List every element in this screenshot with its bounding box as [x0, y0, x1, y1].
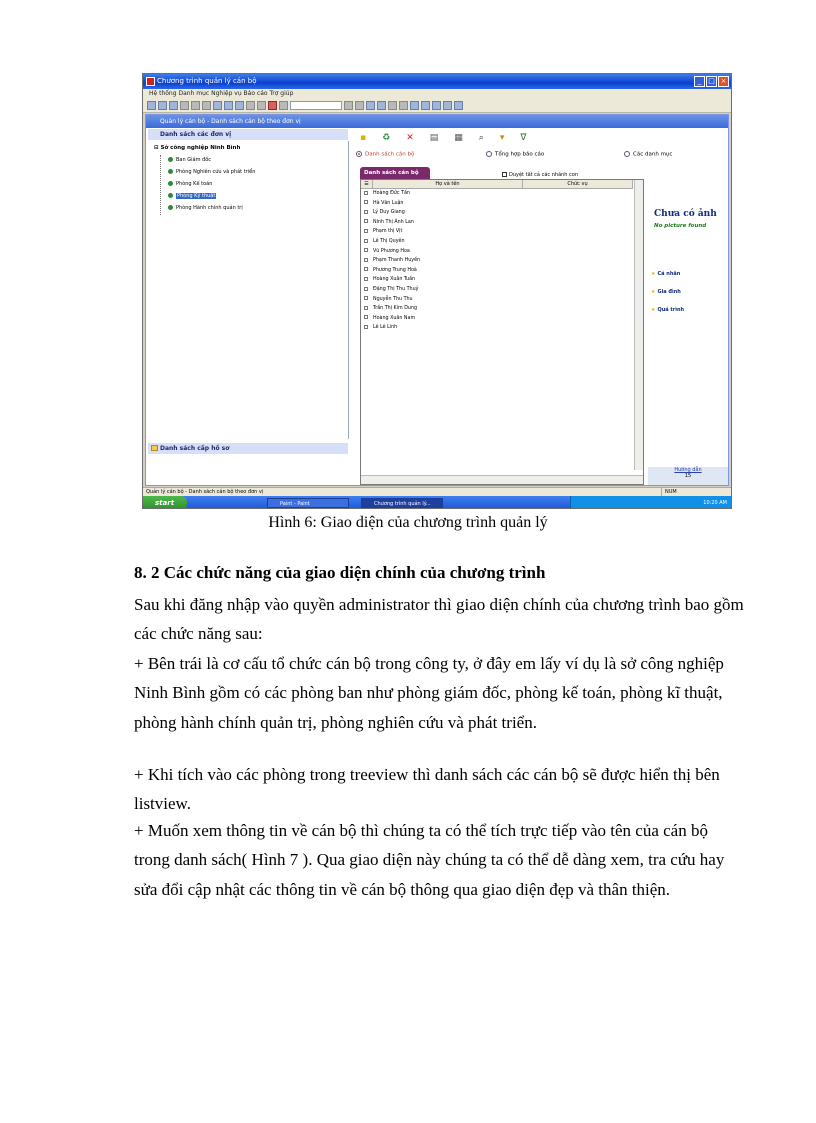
row-checkbox[interactable] [364, 210, 368, 214]
taskbar [143, 496, 731, 509]
detail-footer [648, 467, 728, 485]
unit-icon [168, 181, 173, 186]
taskbar-item-app[interactable]: Chương trình quản lý... [361, 498, 443, 508]
folder-icon [151, 445, 158, 451]
status-text: Quản lý cán bộ - Danh sách cán bộ theo đơn vị [146, 489, 264, 495]
row-checkbox[interactable] [364, 229, 368, 233]
star-icon: ★ [651, 271, 656, 277]
row-checkbox[interactable] [364, 306, 368, 310]
link-qua-trinh[interactable]: ★ Quá trình [651, 307, 685, 313]
table-row[interactable] [361, 324, 397, 332]
employee-detail-panel [648, 179, 728, 485]
employee-name: Hoàng Xuân Tuấn [373, 277, 416, 283]
help-icon[interactable] [410, 101, 419, 110]
paste-icon[interactable] [235, 101, 244, 110]
paragraph-left-tree: + Bên trái là cơ cấu tổ chức cán bộ trong công ty, ở đây em lấy ví dụ là sở công nghiệp Ninh Bình gồm có các phòng ban như phòng giám đốc, phòng kế toán, phòng kĩ thuật, phòng hành chính quản trị, phòng nghiên cứu và phát triển. [134, 654, 724, 732]
employee-name: Đặng Thị Thu Thuỷ [373, 287, 419, 292]
action-toolbar [354, 131, 640, 145]
link-ca-nhan[interactable]: ★ Cá nhân [651, 271, 681, 277]
tree-item-ban-giam-doc[interactable]: Ban Giám đốc [168, 157, 211, 163]
table-row[interactable] [361, 315, 415, 323]
maximize-button[interactable]: □ [706, 76, 717, 87]
row-checkbox[interactable] [364, 287, 368, 291]
chart-icon[interactable] [399, 101, 408, 110]
table-row[interactable] [361, 305, 417, 313]
row-checkbox[interactable] [364, 267, 368, 271]
export-icon[interactable]: ▾ [499, 133, 505, 143]
close-button[interactable]: × [718, 76, 729, 87]
globe-icon[interactable] [432, 101, 441, 110]
guide-link[interactable]: Hướng dẫn [674, 467, 702, 473]
unit-icon [168, 169, 173, 174]
no-photo-title: Chưa có ảnh [654, 209, 717, 219]
binoculars-icon[interactable] [366, 101, 375, 110]
table-row[interactable] [361, 228, 402, 236]
filter-icon[interactable] [377, 101, 386, 110]
subordinate-header[interactable]: Danh sách cấp hồ sơ [148, 443, 348, 454]
save-icon[interactable] [169, 101, 178, 110]
radio-tong-hop[interactable]: Tổng hợp báo cáo [486, 151, 544, 158]
radio-dot [486, 151, 492, 157]
employee-name: Nguyễn Thu Thu [373, 296, 413, 302]
row-checkbox[interactable] [364, 239, 368, 243]
list-header [361, 180, 633, 189]
app-title-bar [143, 74, 731, 89]
align-left-icon[interactable] [344, 101, 353, 110]
row-checkbox[interactable] [364, 200, 368, 204]
print-icon[interactable] [180, 101, 189, 110]
tree-header[interactable]: Danh sách các đơn vị [148, 129, 348, 140]
recycle-icon[interactable]: ♻ [382, 133, 391, 143]
unit-icon [168, 193, 173, 198]
star-icon: ★ [651, 289, 656, 295]
row-checkbox[interactable] [364, 296, 368, 300]
paragraph-treeview: + Khi tích vào các phòng trong treeview thì danh sách các cán bộ sẽ được hiển thị bên listview. [134, 765, 720, 814]
italic-icon[interactable] [279, 101, 288, 110]
star-icon: ★ [651, 307, 656, 313]
paragraph-detail: + Muốn xem thông tin về cán bộ thì chúng ta có thể tích trực tiếp vào tên của cán bộ trong danh sách( Hình 7 ). Qua giao diện này chúng ta có thể dễ dàng xem, tra cứu hay sửa đổi cập nhật các thông tin về cán bộ thông qua giao diện đẹp và thân thiện. [134, 821, 725, 899]
table-row[interactable] [361, 276, 415, 284]
spell-icon[interactable] [202, 101, 211, 110]
status-bar [143, 487, 731, 496]
redo-icon[interactable] [257, 101, 266, 110]
row-checkbox[interactable] [364, 219, 368, 223]
employee-name: Hà Văn Luận [373, 200, 404, 206]
employee-name: Hoàng Xuân Nam [373, 315, 416, 321]
radio-dot [624, 151, 630, 157]
employee-name: Lê Lê Linh [373, 325, 398, 331]
section-heading: 8. 2 Các chức năng của giao diện chính của chương trình [134, 563, 546, 582]
new-icon[interactable] [147, 101, 156, 110]
table-row[interactable] [361, 296, 413, 304]
view-mode-radios [356, 151, 726, 163]
unit-tree[interactable] [148, 141, 349, 439]
cut-icon[interactable] [213, 101, 222, 110]
row-checkbox[interactable] [364, 248, 368, 252]
unit-icon [168, 157, 173, 162]
employee-name: Lê Thị Quyên [373, 239, 405, 244]
tool-icon[interactable] [421, 101, 430, 110]
row-checkbox[interactable] [364, 191, 368, 195]
paragraph-intro: Sau khi đăng nhập vào quyền administrator thì giao diện chính của chương trình bao gồm các chức năng sau: [134, 595, 744, 644]
tree-root-item[interactable]: ⊟ Sở công nghiệp Ninh Bình [154, 145, 241, 151]
search-icon[interactable]: ⌕ [478, 133, 484, 143]
employee-name: Hoàng Đức Tấn [373, 191, 410, 196]
row-checkbox[interactable] [364, 315, 368, 319]
employee-name: Phạm thị Vịt [373, 229, 403, 235]
open-icon[interactable] [158, 101, 167, 110]
employee-name: Phạm Thanh Huyền [373, 258, 421, 264]
preview-icon[interactable] [191, 101, 200, 110]
radio-danh-muc[interactable]: Các danh mục [624, 151, 672, 158]
employee-name: Ninh Thị Ánh Lan [373, 219, 414, 225]
filter-funnel-icon[interactable]: ∇ [520, 133, 527, 143]
exit-icon[interactable] [454, 101, 463, 110]
tab-danh-sach-can-bo[interactable]: Danh sách cán bộ [360, 167, 430, 179]
minimize-button[interactable]: _ [694, 76, 705, 87]
table-row[interactable] [361, 219, 414, 227]
employee-list[interactable] [360, 179, 644, 485]
row-checkbox[interactable] [364, 258, 368, 262]
radio-dot [356, 151, 362, 157]
checkbox-box [502, 172, 507, 177]
taskbar-item-paint[interactable]: Paint - Paint [267, 498, 349, 508]
child-window [145, 114, 729, 486]
tree-item-ky-thuat[interactable]: Phòng Kỹ thuật [168, 193, 216, 199]
clock: 10:20 AM [703, 500, 727, 506]
new-record-icon[interactable]: ▪ [360, 133, 367, 143]
employee-name: Trần Thị Kim Dung [373, 306, 418, 312]
copy-icon[interactable] [224, 101, 233, 110]
table-row[interactable] [361, 190, 410, 198]
tree-root-label: Sở công nghiệp Ninh Bình [160, 145, 241, 151]
app-title: Chương trình quản lý cán bộ [157, 77, 257, 85]
browse-all-checkbox[interactable]: Duyệt tất cả các nhánh con [502, 172, 578, 178]
column-header-name[interactable]: Họ và tên [373, 180, 523, 188]
list-vertical-scrollbar[interactable] [634, 180, 643, 470]
align-center-icon[interactable] [355, 101, 364, 110]
tree-item-nghien-cuu[interactable]: Phòng Nghiên cứu và phát triển [168, 169, 255, 175]
table-row[interactable] [361, 257, 420, 265]
delete-icon[interactable]: ✕ [406, 133, 414, 143]
menu-bar[interactable]: Hệ thống Danh mục Nghiệp vụ Báo cáo Trợ giúp [143, 89, 731, 99]
list-horizontal-scrollbar[interactable] [361, 475, 643, 484]
table-row[interactable] [361, 200, 403, 208]
num-lock-indicator: NUM [661, 488, 725, 497]
tree-connector [160, 155, 162, 215]
app-screenshot [142, 73, 732, 509]
employee-name: Vũ Phương Hoa [373, 248, 410, 254]
figure-caption: Hình 6: Giao diện của chương trình quản lý [268, 514, 548, 531]
table-row[interactable] [361, 238, 405, 246]
table-row[interactable] [361, 248, 410, 256]
no-photo-subtitle: No picture found [654, 223, 707, 229]
row-checkbox[interactable] [364, 325, 368, 329]
table-row[interactable] [361, 286, 418, 294]
bold-icon[interactable] [268, 101, 277, 110]
app-icon [146, 77, 155, 86]
settings-icon[interactable] [443, 101, 452, 110]
table-row[interactable] [361, 209, 405, 217]
table-row[interactable] [361, 267, 417, 275]
employee-name: Lý Duy Giang [373, 210, 405, 216]
employee-name: Phương Trung Hoà [373, 267, 417, 273]
start-button[interactable]: start [143, 496, 187, 509]
record-count: 15 [684, 473, 692, 479]
undo-icon[interactable] [246, 101, 255, 110]
header-select-all[interactable]: ☰ [361, 180, 373, 188]
main-toolbar [143, 99, 731, 113]
unit-icon [168, 205, 173, 210]
printer-icon[interactable]: ▦ [454, 133, 463, 143]
row-checkbox[interactable] [364, 277, 368, 281]
system-tray [570, 496, 731, 509]
tree-item-ke-toan[interactable]: Phòng Kế toán [168, 181, 212, 187]
column-header-position[interactable]: Chức vụ [523, 180, 633, 188]
link-gia-dinh[interactable]: ★ Gia đình [651, 289, 681, 295]
font-combo[interactable] [290, 101, 342, 110]
document-icon[interactable]: ▤ [429, 133, 439, 143]
tree-item-hanh-chinh[interactable]: Phòng Hành chính quản trị [168, 205, 243, 211]
table-icon[interactable] [388, 101, 397, 110]
radio-danh-sach[interactable]: Danh sách cán bộ [356, 151, 414, 158]
child-window-title: Quản lý cán bộ - Danh sách cán bộ theo đơn vị [146, 115, 728, 128]
